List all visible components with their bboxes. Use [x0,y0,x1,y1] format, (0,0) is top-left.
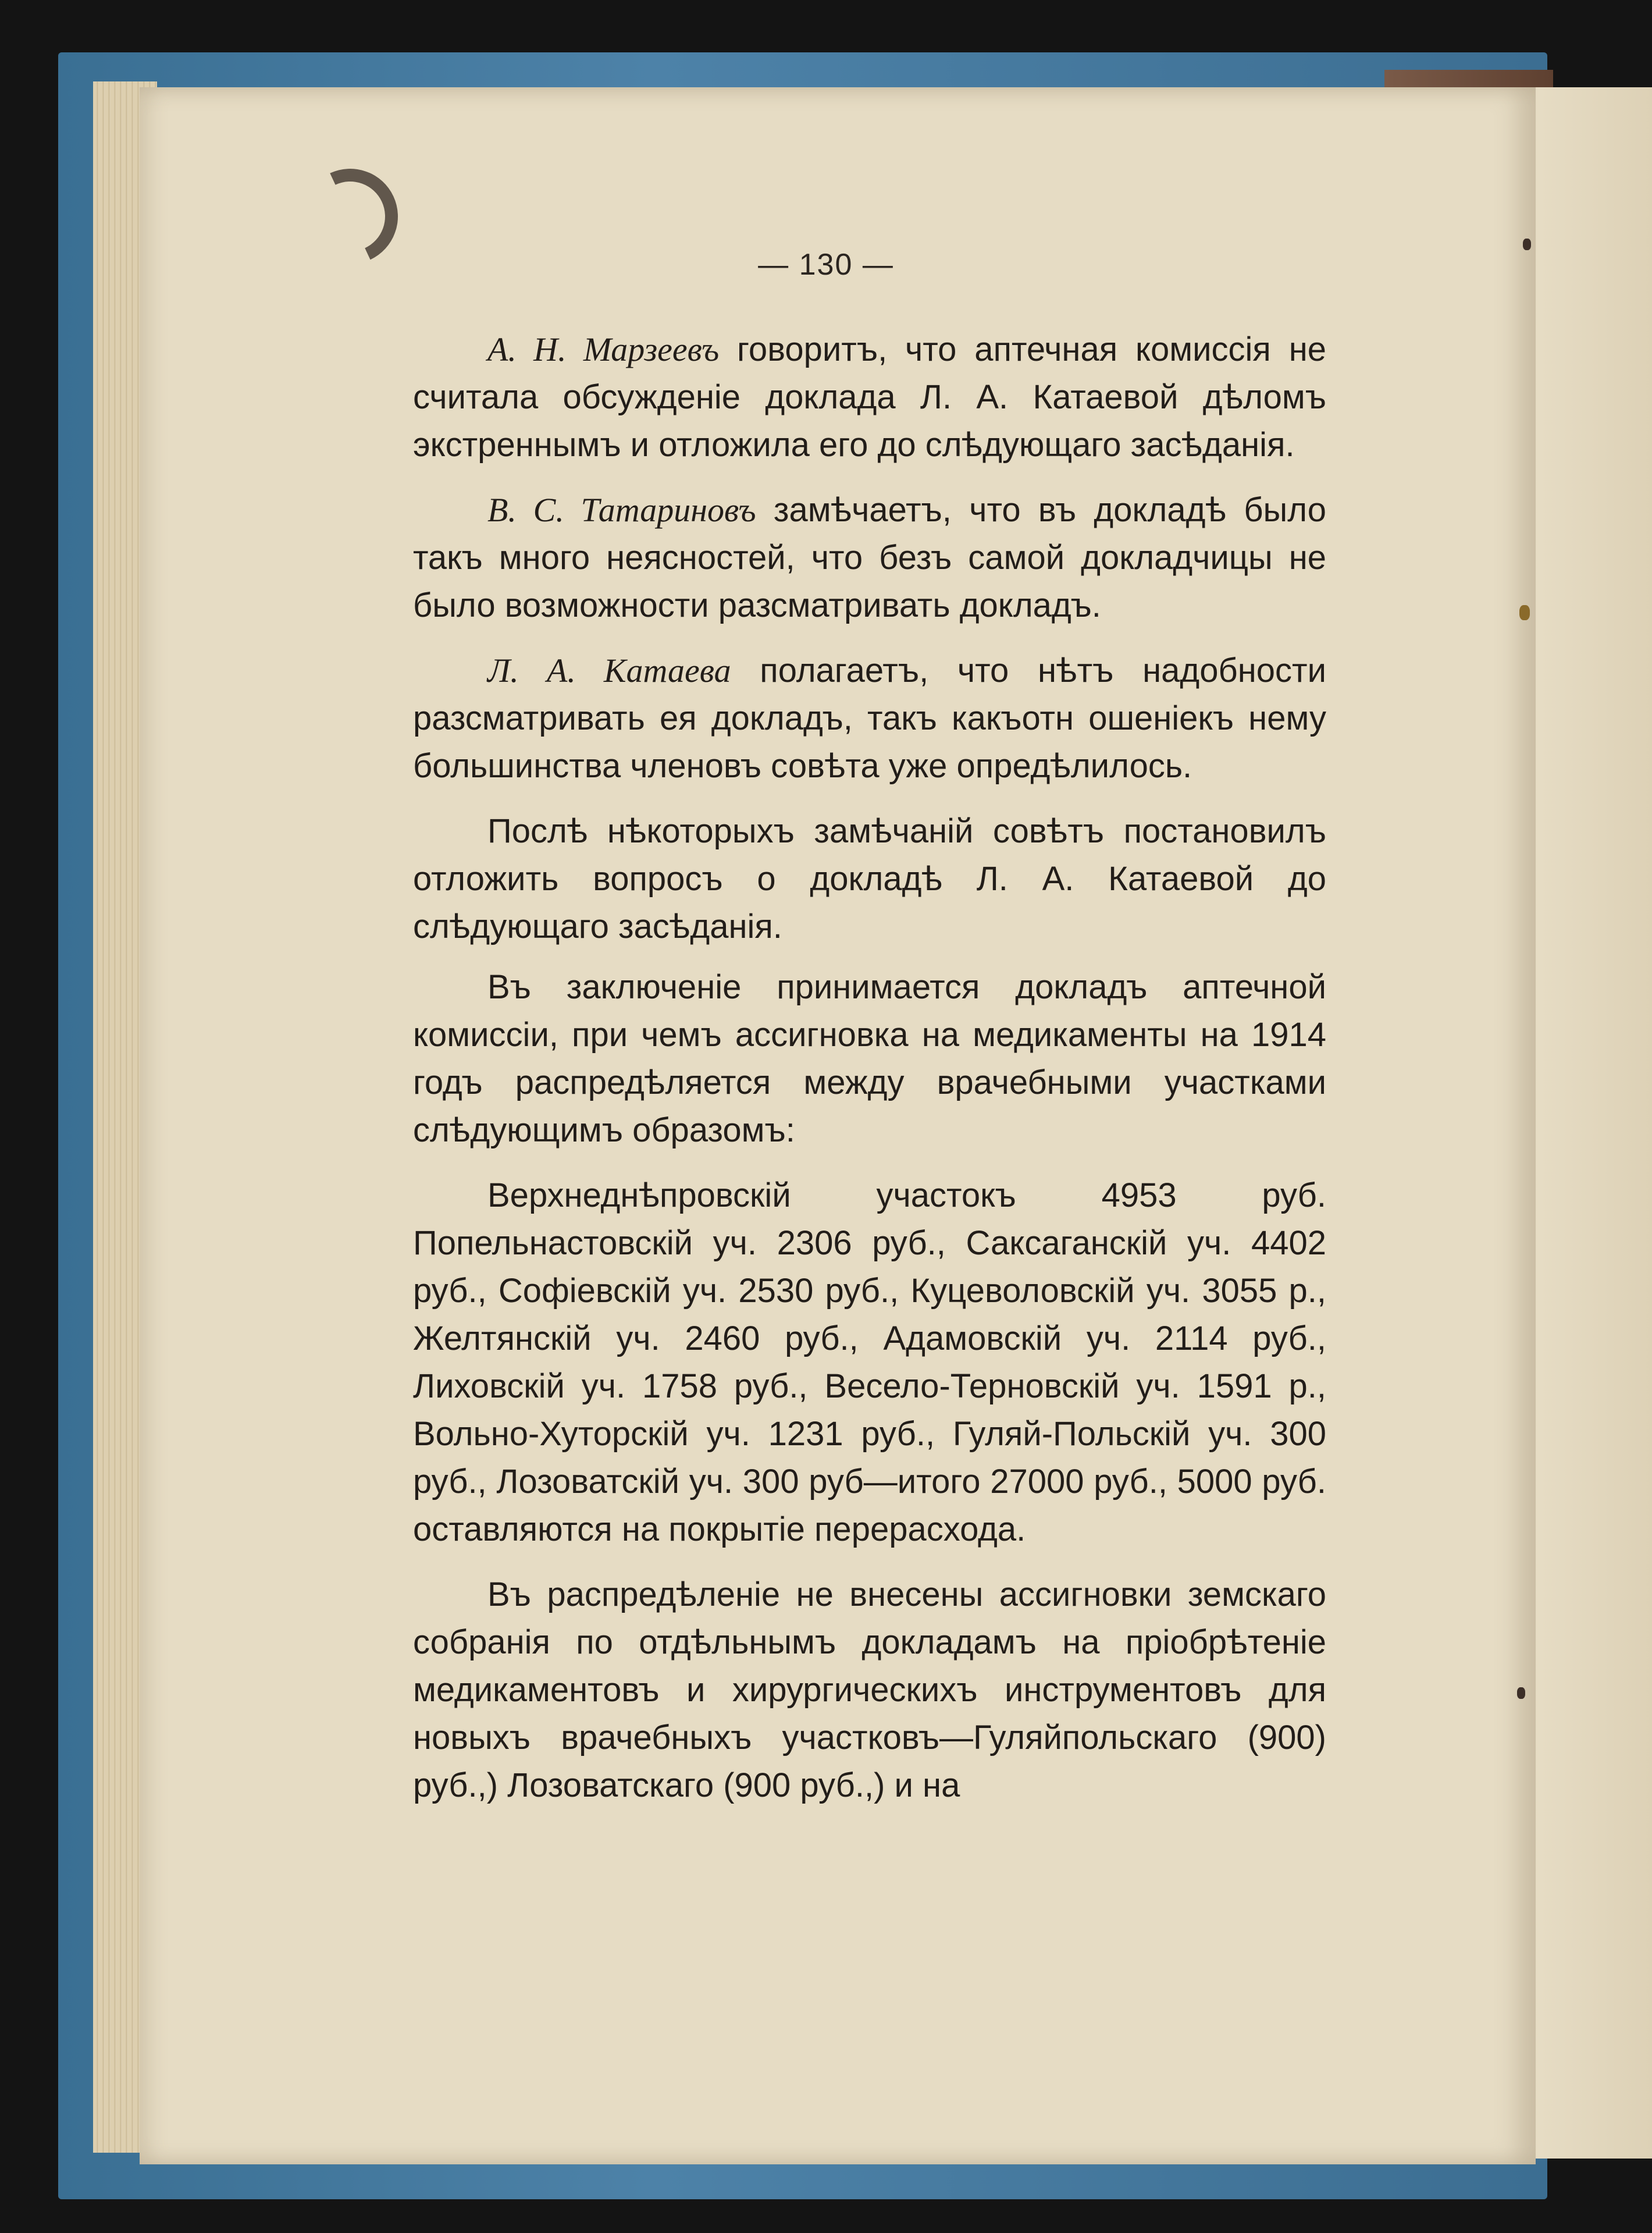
paragraph-text: замѣчаетъ, что въ докладѣ было такъ много неясностей, что безъ самой докладчицы не было возможности разсматривать докладъ. [413,491,1326,624]
paragraph [413,1172,1326,1553]
paragraph [413,808,1326,951]
speaker-name: А. Н. Марзеевъ [487,330,720,368]
speaker-name: В. С. Татариновъ [487,491,756,529]
paragraph [413,486,1326,630]
paragraph-text: Въ распредѣленіе не внесены ассигновки земскаго собранія по отдѣльнымъ докладамъ на пріобрѣтеніе медикаментовъ и хирургическихъ инструментовъ для новыхъ врачебныхъ участковъ—Гуляйпольскаго (900) руб.,) Лозоватскаго (900 руб.,) и на [413,1576,1326,1804]
edge-mark [1517,1687,1525,1699]
page-text [413,326,1326,1827]
paragraph-text: полагаетъ, что нѣтъ надобности разсматривать ея докладъ, такъ какъотн ошеніекъ нему большинства членовъ совѣта уже опредѣлилось. [413,652,1327,785]
paragraph [413,326,1326,469]
page-number: — 130 — [758,248,894,282]
paragraph-text: говоритъ, что аптечная комиссія не считала обсужденіе доклада Л. А. Катаевой дѣломъ экстреннымъ и отложила его до слѣдующаго засѣданія. [413,330,1326,464]
paragraph [413,647,1326,790]
paragraph [413,963,1326,1154]
paragraph [413,1571,1326,1809]
paragraph-text: Верхнеднѣпровскій участокъ 4953 руб. Попельнастовскій уч. 2306 руб., Саксаганскій уч. 4402 руб., Софіевскій уч. 2530 руб., Куцеволовскій уч. 3055 р., Желтянскій уч. 2460 руб., Адамовскій уч. 2114 руб., Лиховскій уч. 1758 руб., Весело-Терновскій уч. 1591 р., Вольно-Хуторскій уч. 1231 руб., Гуляй-Польскій уч. 300 руб., Лозоватскій уч. 300 руб—итого 27000 руб., 5000 руб. оставляются на покрытіе перерасхода. [413,1176,1326,1548]
paragraph-text: Въ заключеніе принимается докладъ аптечной комиссіи, при чемъ ассигновка на медикаменты на 1914 годъ распредѣляется между врачебными участками слѣдующимъ образомъ: [413,968,1326,1149]
speaker-name: Л. А. Катаева [487,652,731,689]
edge-mark [1519,605,1530,620]
paragraph-text: Послѣ нѣкоторыхъ замѣчаній совѣтъ постановилъ отложить вопросъ о докладѣ Л. А. Катаевой до слѣдующаго засѣданія. [413,812,1326,945]
